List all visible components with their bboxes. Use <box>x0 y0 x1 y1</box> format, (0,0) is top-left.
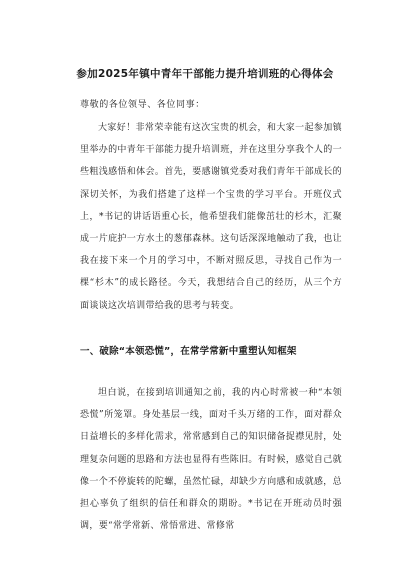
document-title: 参加2025年镇中青年干部能力提升培训班的心得体会 <box>76 68 334 80</box>
section-1-paragraph: 坦白说，在接到培训通知之前，我的内心时常被一种“本领恐慌”所笼罩。身处基层一线，面对千头万绪的工作，面对群众日益增长的多样化需求，常常感到自己的知识储备捉襟见肘，处理复杂问题的思路和方法也显得有些陈旧。有时候，感觉自己就像一个不停旋转的陀螺，虽然忙碌，却缺少方向感和成就感，总担心辜负了组织的信任和群众的期盼。*书记在开班动员时强调，要“常学常新、常悟常进、常修常 <box>80 388 342 532</box>
intro-paragraph: 大家好！非常荣幸能有这次宝贵的机会，和大家一起参加镇里举办的中青年干部能力提升培训班，并在这里分享我个人的一些粗浅感悟和体会。首先，要感谢镇党委对我们青年干部成长的深切关怀，为我们搭建了这样一个宝贵的学习平台。开班仪式上，*书记的讲话语重心长，他希望我们能像茁壮的杉木，汇聚成一片庇护一方水土的葱郁森林。这句话深深地触动了我，也让我在接下来一个月的学习中，不断对照反思，寻找自己作为一棵“杉木”的成长路径。今天，我想结合自己的经历，从三个方面谈谈这次培训带给我的思考与转变。 <box>80 123 342 311</box>
section-heading-1: 一、破除“本领恐慌”，在常学常新中重塑认知框架 <box>80 346 297 357</box>
salutation: 尊敬的各位领导、各位同事： <box>80 100 205 110</box>
